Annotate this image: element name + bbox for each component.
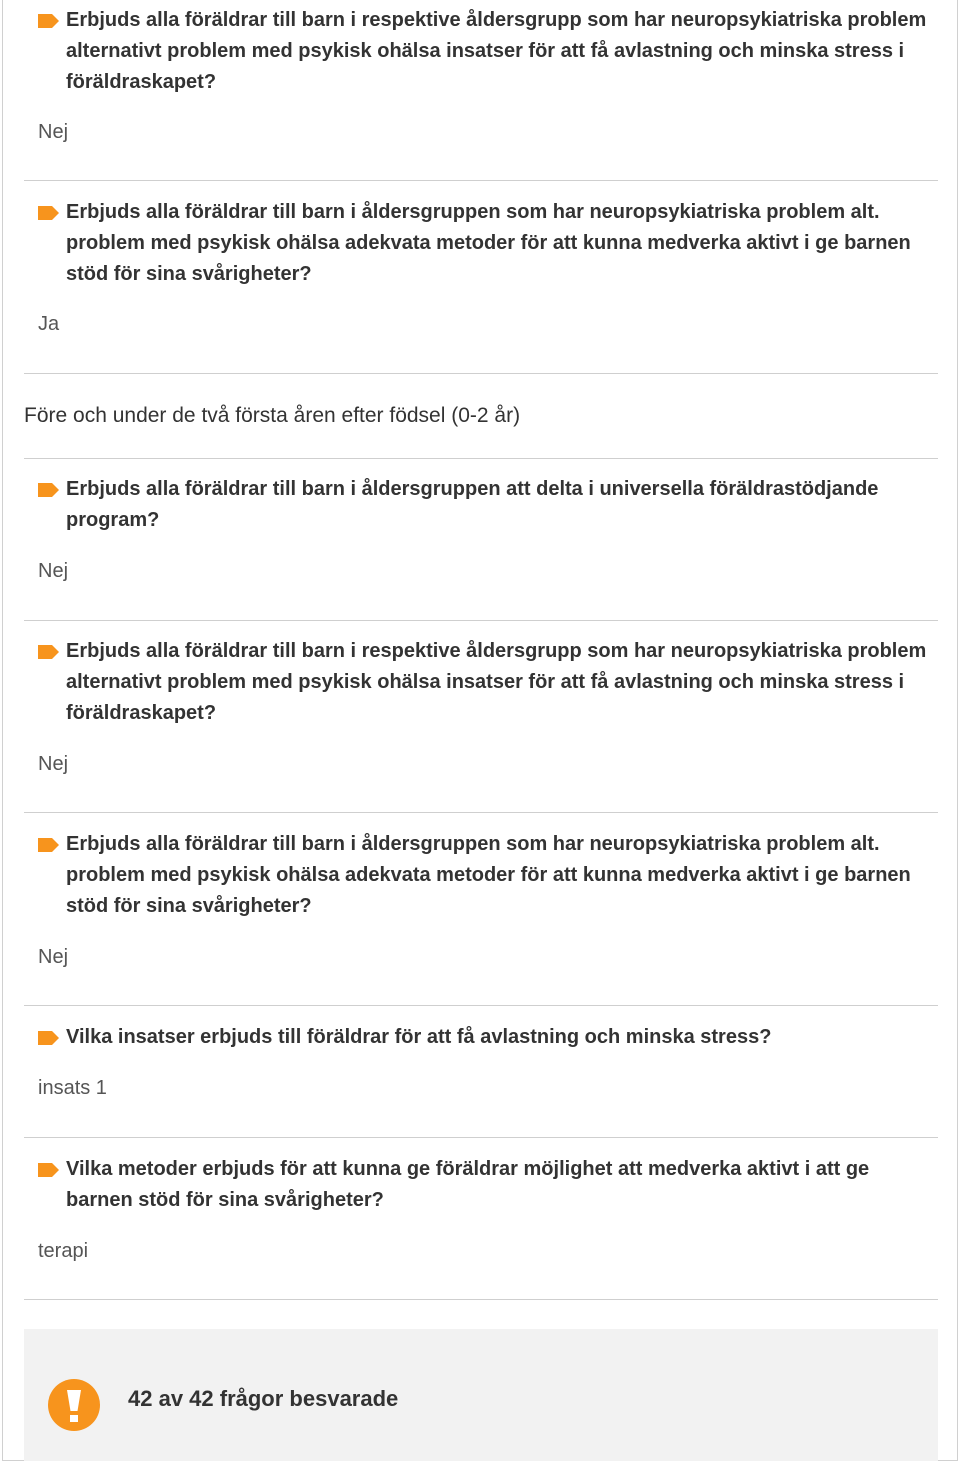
answered-count: 42 av 42 frågor besvarade [128, 1386, 399, 1411]
divider [24, 812, 938, 813]
answer-value: Nej [38, 121, 69, 143]
question-text: Vilka metoder erbjuds för att kunna ge föräldrar möjlighet att medverka aktivt i att ge barnen stöd för sina svårigheter? [66, 1158, 870, 1211]
question-text: Erbjuds alla föräldrar till barn i respektive åldersgrupp som har neuropsykiatriska problem alternativt problem med psykisk ohälsa insatser för att få avlastning och minska stress i föräldraskapet? [66, 9, 927, 93]
tag-icon [38, 645, 59, 659]
exclamation-icon [48, 1379, 100, 1431]
question-item [24, 1022, 938, 1053]
answer-value: terapi [38, 1240, 89, 1262]
divider [24, 373, 938, 374]
question-text: Erbjuds alla föräldrar till barn i åldersgruppen som har neuropsykiatriska problem alt. problem med psykisk ohälsa adekvata metoder för att kunna medverka aktivt i ge barnen stöd för sina svårigheter? [66, 833, 911, 917]
divider [24, 1005, 938, 1006]
question-item [24, 829, 938, 922]
question-item [24, 5, 938, 98]
question-text: Erbjuds alla föräldrar till barn i respektive åldersgrupp som har neuropsykiatriska problem alternativt problem med psykisk ohälsa insatser för att få avlastning och minska stress i föräldraskapet? [66, 640, 927, 724]
divider [24, 620, 938, 621]
question-text: Erbjuds alla föräldrar till barn i åldersgruppen att delta i universella föräldrastödjande program? [66, 478, 879, 531]
question-item [24, 1154, 938, 1216]
answer-value: Nej [38, 946, 69, 968]
question-item [24, 636, 938, 729]
answer-value: Nej [38, 560, 69, 582]
divider [24, 180, 938, 181]
section-title: Före och under de två första åren efter födsel (0-2 år) [24, 404, 521, 427]
divider [24, 1137, 938, 1138]
divider [24, 1299, 938, 1300]
tag-icon [38, 1163, 59, 1177]
divider [24, 458, 938, 459]
answer-value: Nej [38, 753, 69, 775]
question-item [24, 197, 938, 290]
question-item [24, 474, 938, 536]
answer-value: insats 1 [38, 1077, 107, 1099]
tag-icon [38, 483, 59, 497]
summary-box [24, 1329, 938, 1461]
tag-icon [38, 206, 59, 220]
question-text: Vilka insatser erbjuds till föräldrar för att få avlastning och minska stress? [66, 1026, 772, 1048]
tag-icon [38, 14, 59, 28]
tag-icon [38, 838, 59, 852]
question-text: Erbjuds alla föräldrar till barn i åldersgruppen som har neuropsykiatriska problem alt. problem med psykisk ohälsa adekvata metoder för att kunna medverka aktivt i ge barnen stöd för sina svårigheter? [66, 201, 911, 285]
tag-icon [38, 1031, 59, 1045]
answer-value: Ja [38, 313, 60, 335]
